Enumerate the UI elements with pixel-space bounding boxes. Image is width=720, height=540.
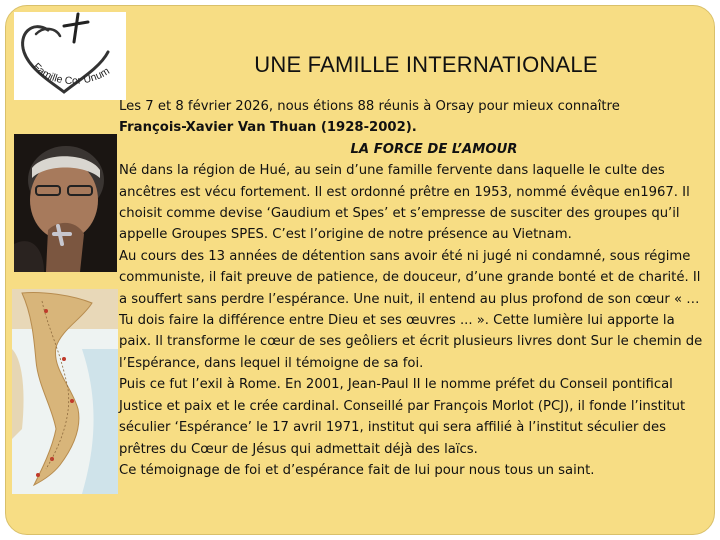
paragraph-4: Ce témoignage de foi et d’espérance fait de lui pour nous tous un saint. [119,462,595,478]
section-title: LA FORCE DE L’AMOUR [350,141,518,157]
slide [5,5,715,535]
article-body [119,96,709,481]
page-title: UNE FAMILLE INTERNATIONALE [254,52,598,77]
heart-cross-icon [14,12,126,100]
portrait-photo [14,134,117,272]
paragraph-1: Né dans la région de Hué, au sein d’une famille fervente dans laquelle le culte des ancêtres est vécu fortement. Il est ordonné prêtre en 1953, nommé évêque en1967. Il choisit comme devise ‘Gaudium et Spes’ et s’empresse de susciter des groupes qu’il appelle Groupes SPES. C’est l’origine de notre présence au Vietnam. [119,163,690,243]
vietnam-map [12,289,118,494]
intro-line-1: Les 7 et 8 février 2026, nous étions 88 réunis à Orsay pour mieux connaître [119,99,620,114]
paragraph-3: Puis ce fut l’exil à Rome. En 2001, Jean-Paul II le nomme préfet du Conseil pontifical Justice et paix et le crée cardinal. Conseillé par François Morlot (PCJ), il fonde l’institut séculier ‘Espérance’ le 17 avril 1971, institut qui sera affilié à l’institut séculier des prêtres du Cœur de Jésus qui admettait déjà des laïcs. [119,377,686,457]
intro-text [119,96,709,139]
logo-text: Famille Cor Unum [30,60,112,88]
paragraph-2: Au cours des 13 années de détention sans avoir été ni jugé ni condamné, sous régime communiste, il fait preuve de patience, de douceur, d’une grande bonté et de charité. Il a souffert sans perdre l’espérance. Une nuit, il entend au plus profond de son cœur « … Tu dois faire la différence entre Dieu et ses œuvres ... ». Cette lumière lui apporte la paix. Il transforme le cœur de ses geôliers et écrit plusieurs livres dont Sur le chemin de l’Espérance, dans lequel il témoigne de sa foi. [119,248,703,371]
famille-cor-unum-logo [14,12,126,100]
intro-line-2: François-Xavier Van Thuan (1928-2002). [119,120,417,136]
